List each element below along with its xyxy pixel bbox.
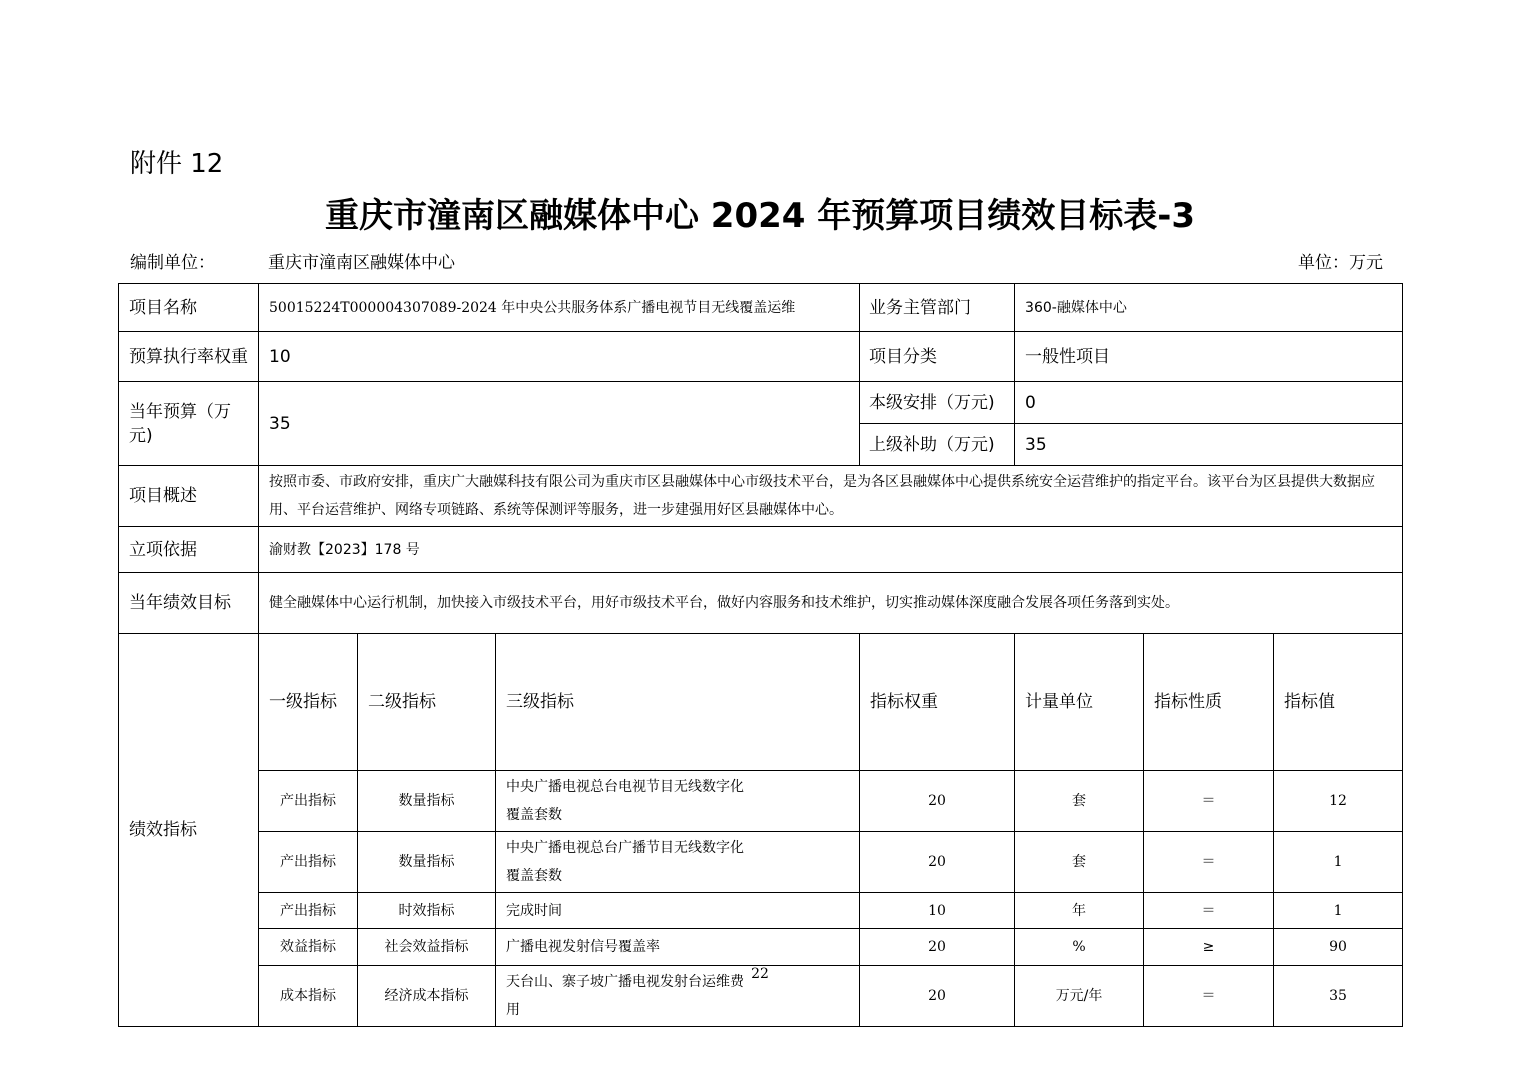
basis-label: 立项依据 xyxy=(119,527,259,573)
indicator-nature: ＝ xyxy=(1144,832,1274,893)
indicator-level2: 时效指标 xyxy=(358,893,496,929)
table-row xyxy=(119,929,1403,966)
indicator-unit: % xyxy=(1015,929,1144,966)
overview-value: 按照市委、市政府安排，重庆广大融媒科技有限公司为重庆市区县融媒体中心市级技术平台，是为各区县融媒体中心提供系统安全运营维护的指定平台。该平台为区县提供大数据应用、平台运营维护、网络专项链路、系统等保测评等服务，进一步建强用好区县融媒体中心。 xyxy=(259,466,1403,527)
indicator-level1: 产出指标 xyxy=(259,832,358,893)
header-nature: 指标性质 xyxy=(1144,634,1274,771)
table-row xyxy=(119,771,1403,832)
indicator-level2: 经济成本指标 xyxy=(358,966,496,1027)
indicator-unit: 套 xyxy=(1015,771,1144,832)
indicator-nature: ≥ xyxy=(1144,929,1274,966)
compiler-label: 编制单位： xyxy=(130,253,215,273)
weight-label: 预算执行率权重 xyxy=(119,332,259,382)
indicator-weight: 20 xyxy=(860,771,1015,832)
upper-value: 35 xyxy=(1015,424,1403,466)
header-level1: 一级指标 xyxy=(259,634,358,771)
indicator-level2: 数量指标 xyxy=(358,832,496,893)
indicator-weight: 20 xyxy=(860,929,1015,966)
indicator-unit: 年 xyxy=(1015,893,1144,929)
indicator-value: 1 xyxy=(1274,893,1403,929)
project-name-label: 项目名称 xyxy=(119,284,259,332)
upper-label: 上级补助（万元) xyxy=(860,424,1015,466)
indicator-level2: 社会效益指标 xyxy=(358,929,496,966)
indicator-level1: 效益指标 xyxy=(259,929,358,966)
goal-value: 健全融媒体中心运行机制，加快接入市级技术平台，用好市级技术平台，做好内容服务和技术维护，切实推动媒体深度融合发展各项任务落到实处。 xyxy=(259,573,1403,634)
indicator-level3: 天台山、寨子坡广播电视发射台运维费用 xyxy=(496,966,860,1027)
page-title: 重庆市潼南区融媒体中心 2024 年预算项目绩效目标表-3 xyxy=(324,196,1196,236)
category-value: 一般性项目 xyxy=(1015,332,1403,382)
local-value: 0 xyxy=(1015,382,1403,424)
page-number: 22 xyxy=(751,966,769,982)
indicator-level3: 中央广播电视总台广播节目无线数字化覆盖套数 xyxy=(496,832,860,893)
indicator-nature: ＝ xyxy=(1144,966,1274,1027)
budget-value: 35 xyxy=(259,382,860,466)
category-label: 项目分类 xyxy=(860,332,1015,382)
header-level2: 二级指标 xyxy=(358,634,496,771)
project-name-value: 50015224T000004307089-2024 年中央公共服务体系广播电视节目无线覆盖运维 xyxy=(259,284,860,332)
indicator-weight: 10 xyxy=(860,893,1015,929)
header-value: 指标值 xyxy=(1274,634,1403,771)
header-weight: 指标权重 xyxy=(860,634,1015,771)
goal-label: 当年绩效目标 xyxy=(119,573,259,634)
budget-label: 当年预算（万元) xyxy=(119,382,259,466)
compiler-value: 重庆市潼南区融媒体中心 xyxy=(268,253,455,273)
indicator-nature: ＝ xyxy=(1144,893,1274,929)
indicator-value: 1 xyxy=(1274,832,1403,893)
header-unit: 计量单位 xyxy=(1015,634,1144,771)
attachment-label: 附件 12 xyxy=(130,149,224,179)
dept-value: 360-融媒体中心 xyxy=(1015,284,1403,332)
indicator-unit: 套 xyxy=(1015,832,1144,893)
table-row xyxy=(119,832,1403,893)
indicator-level3: 广播电视发射信号覆盖率 xyxy=(496,929,860,966)
indicator-level2: 数量指标 xyxy=(358,771,496,832)
unit-label: 单位：万元 xyxy=(1298,253,1383,273)
table-row xyxy=(119,893,1403,929)
indicator-weight: 20 xyxy=(860,832,1015,893)
indicator-value: 90 xyxy=(1274,929,1403,966)
overview-label: 项目概述 xyxy=(119,466,259,527)
indicator-level3: 中央广播电视总台电视节目无线数字化覆盖套数 xyxy=(496,771,860,832)
indicator-value: 12 xyxy=(1274,771,1403,832)
weight-value: 10 xyxy=(259,332,860,382)
dept-label: 业务主管部门 xyxy=(860,284,1015,332)
indicator-value: 35 xyxy=(1274,966,1403,1027)
indicator-level1: 产出指标 xyxy=(259,771,358,832)
indicators-label: 绩效指标 xyxy=(119,634,259,1027)
indicator-nature: ＝ xyxy=(1144,771,1274,832)
indicator-level1: 成本指标 xyxy=(259,966,358,1027)
indicator-level3: 完成时间 xyxy=(496,893,860,929)
basis-value: 渝财教【2023】178 号 xyxy=(259,527,1403,573)
header-level3: 三级指标 xyxy=(496,634,860,771)
indicator-weight: 20 xyxy=(860,966,1015,1027)
local-label: 本级安排（万元) xyxy=(860,382,1015,424)
indicator-level1: 产出指标 xyxy=(259,893,358,929)
indicator-unit: 万元/年 xyxy=(1015,966,1144,1027)
performance-table xyxy=(118,283,1403,1027)
